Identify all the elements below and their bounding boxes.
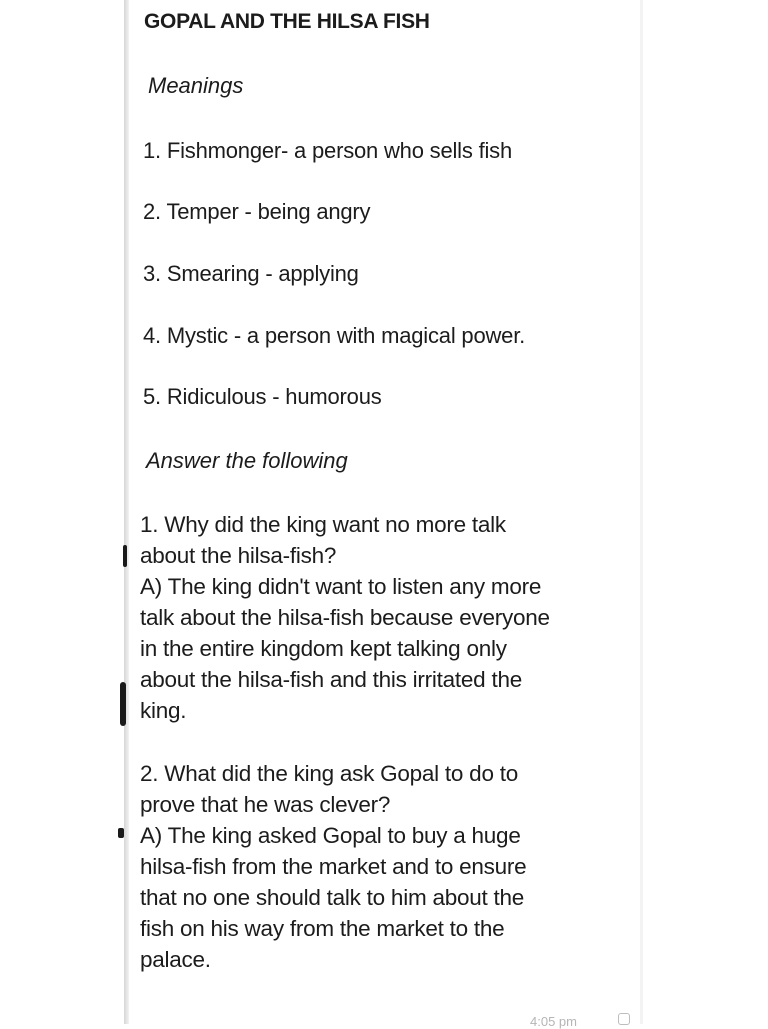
page-right-edge	[640, 0, 643, 1024]
answer-line: king.	[140, 698, 187, 723]
question-line: 2. What did the king ask Gopal to do to	[140, 761, 518, 786]
meaning-item: 5. Ridiculous - humorous	[143, 384, 382, 409]
meaning-item: 3. Smearing - applying	[143, 261, 359, 286]
meanings-heading: Meanings	[148, 73, 244, 98]
answer-line: fish on his way from the market to the	[140, 916, 505, 941]
margin-mark	[123, 545, 127, 567]
page-left-edge	[124, 0, 129, 1024]
answer-line: in the entire kingdom kept talking only	[140, 636, 507, 661]
meaning-item: 4. Mystic - a person with magical power.	[143, 323, 526, 348]
question-line: prove that he was clever?	[140, 792, 391, 817]
message-timestamp: 4:05 pm	[530, 1014, 577, 1029]
answer-line: A) The king didn't want to listen any more	[140, 574, 542, 599]
answer-line: that no one should talk to him about the	[140, 885, 525, 910]
document-title: GOPAL AND THE HILSA FISH	[144, 10, 430, 33]
question-answer-block	[140, 509, 640, 726]
meaning-item: 1. Fishmonger- a person who sells fish	[143, 138, 513, 163]
meaning-item: 2. Temper - being angry	[143, 199, 371, 224]
answer-line: about the hilsa-fish and this irritated the	[140, 667, 522, 692]
margin-mark	[120, 682, 126, 726]
answer-line: hilsa-fish from the market and to ensure	[140, 854, 527, 879]
answer-line: palace.	[140, 947, 211, 972]
answer-line: talk about the hilsa-fish because everyone	[140, 605, 550, 630]
margin-mark	[118, 828, 124, 838]
question-line: 1. Why did the king want no more talk	[140, 512, 506, 537]
answer-line: A) The king asked Gopal to buy a huge	[140, 823, 521, 848]
question-line: about the hilsa-fish?	[140, 543, 337, 568]
answer-heading: Answer the following	[146, 448, 348, 473]
status-icon	[618, 1013, 630, 1025]
question-answer-block	[140, 758, 640, 975]
